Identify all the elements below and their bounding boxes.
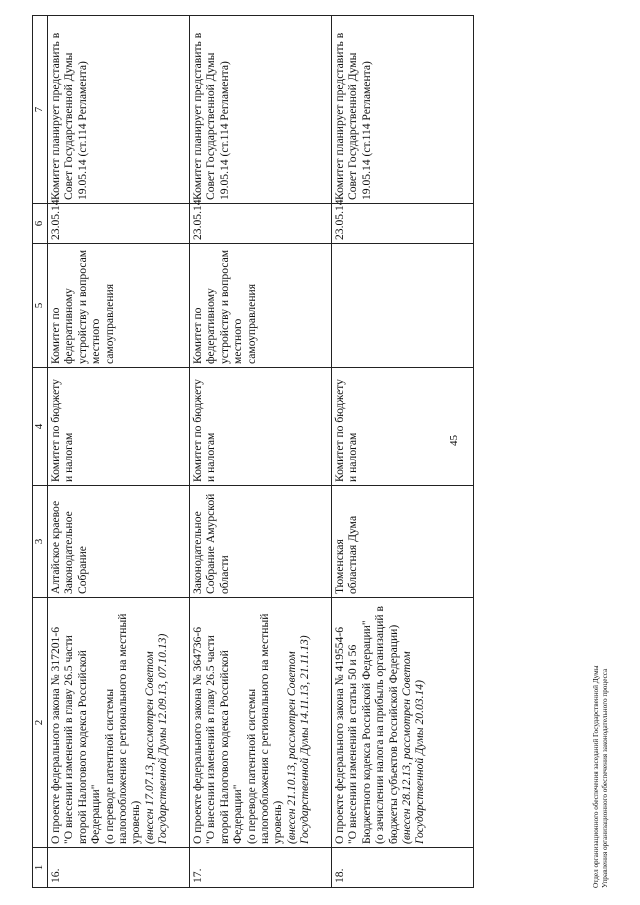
co-committee-cell: [332, 244, 474, 368]
initiator-cell: Тюменская областная Дума: [332, 486, 474, 598]
document-table-wrapper: [32, 16, 452, 888]
column-header-6: 6: [33, 204, 48, 244]
project-meta: (внесен 28.12.13, рассмотрен Советом Государственной Думы 20.03.14): [400, 651, 427, 844]
row-number: 17.: [190, 848, 332, 888]
column-header-4: 4: [33, 368, 48, 486]
column-header-7: 7: [33, 16, 48, 204]
table-row: [48, 16, 190, 888]
co-committee-cell: Комитет по федеративному устройству и вопросам местного самоуправления: [190, 244, 332, 368]
project-note: (о переводе патентной системы налогообложения с регионального на местный уровень): [244, 613, 285, 844]
column-header-5: 5: [33, 244, 48, 368]
project-name: "О внесении изменений в главу 26.5 части второй Налогового кодекса Российской Федерации": [62, 635, 103, 844]
footer-line: Отдел организационного обеспечения заседаний Государственной Думы: [592, 665, 600, 888]
plan-cell: Комитет планирует представить в Совет Государственной Думы 19.05.14 (ст.114 Регламента): [332, 16, 474, 204]
project-name: "О внесении изменений в главу 26.5 части второй Налогового кодекса Российской Федерации": [204, 635, 245, 844]
plan-cell: Комитет планирует представить в Совет Государственной Думы 19.05.14 (ст.114 Регламента): [190, 16, 332, 204]
main-committee-cell: Комитет по бюджету и налогам: [190, 368, 332, 486]
column-header-3: 3: [33, 486, 48, 598]
column-header-1: 1: [33, 848, 48, 888]
main-committee-cell: Комитет по бюджету и налогам: [48, 368, 190, 486]
footer-line: Управления организационного обеспечения законодательного процесса: [601, 668, 609, 888]
project-note: (о переводе патентной системы налогообложения с регионального на местный уровень): [102, 613, 143, 844]
table-row: [332, 16, 474, 888]
project-meta: (внесен 21.10.13, рассмотрен Советом Государственной Думы 14.11.13, 21.11.13): [284, 635, 312, 844]
project-cell: [48, 598, 190, 848]
footer: [592, 588, 610, 888]
date-cell: 23.05.14: [332, 204, 474, 244]
column-number-row: [33, 16, 48, 888]
project-title: О проекте федерального закона № 419554-6: [333, 627, 346, 844]
project-title: О проекте федерального закона № 364736-6: [191, 627, 204, 844]
legislation-table: [32, 15, 474, 888]
initiator-cell: Алтайское краевое Законодательное Собрание: [48, 486, 190, 598]
row-number: 16.: [48, 848, 190, 888]
project-title: О проекте федерального закона № 317201-6: [49, 627, 62, 844]
project-meta: (внесен 17.07.13, рассмотрен Советом Государственной Думы 12.09.13, 07.10.13): [142, 633, 170, 844]
project-name: "О внесении изменений в статьи 50 и 56 Бюджетного кодекса Российской Федерации": [346, 620, 373, 844]
date-cell: 23.05.14: [48, 204, 190, 244]
plan-cell: Комитет планирует представить в Совет Государственной Думы 19.05.14 (ст.114 Регламента): [48, 16, 190, 204]
main-committee-cell: Комитет по бюджету и налогам: [332, 368, 474, 486]
project-cell: [332, 598, 474, 848]
project-cell: [190, 598, 332, 848]
row-number: 18.: [332, 848, 474, 888]
co-committee-cell: Комитет по федеративному устройству и вопросам местного самоуправления: [48, 244, 190, 368]
date-cell: 23.05.14: [190, 204, 332, 244]
column-header-2: 2: [33, 598, 48, 848]
initiator-cell: Законодательное Собрание Амурской области: [190, 486, 332, 598]
table-row: [190, 16, 332, 888]
page-number: 45: [448, 435, 460, 446]
project-note: (о зачислении налога на прибыль организаций в бюджеты субъектов Российской Федерации): [373, 605, 400, 844]
